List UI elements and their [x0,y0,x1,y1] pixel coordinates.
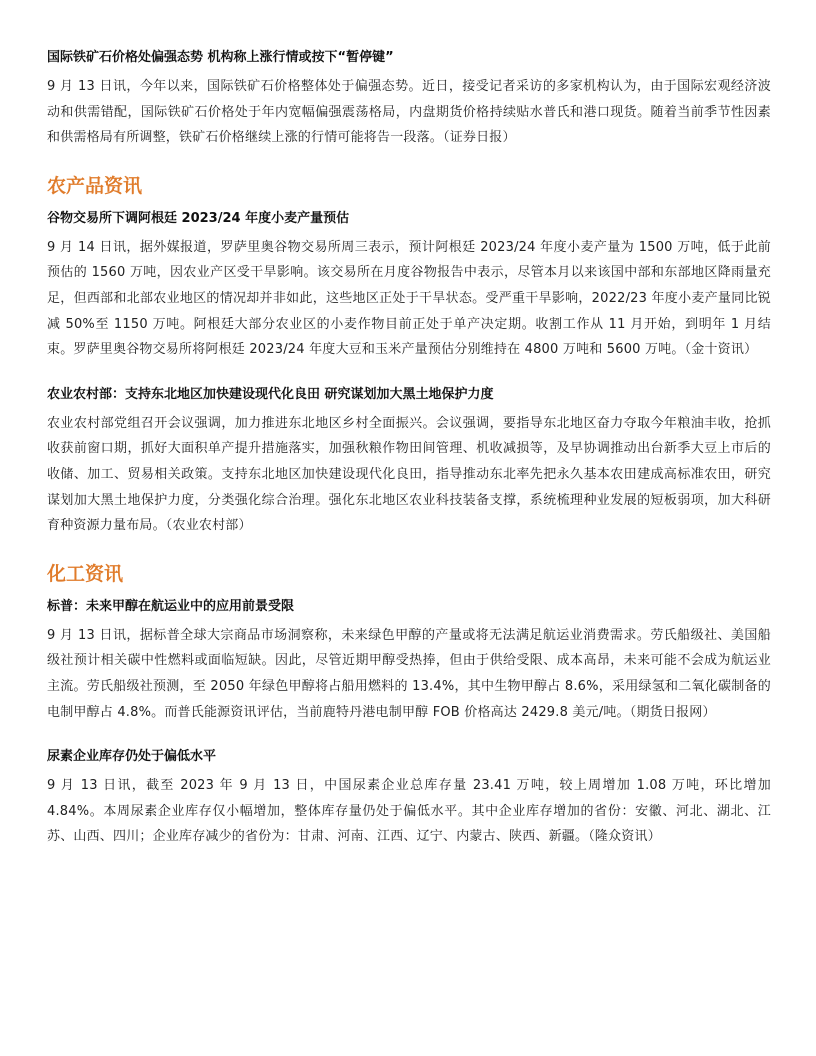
article-title: 国际铁矿石价格处偏强态势 机构称上涨行情或按下“暂停键” [47,50,394,65]
article-methanol-shipping [47,597,771,725]
section-heading-agriculture: 农产品资讯 [47,174,143,197]
section-heading-chemicals: 化工资讯 [47,562,124,585]
article-body: 农业农村部党组召开会议强调，加力推进东北地区乡村全面振兴。会议强调，要指导东北地区奋力夺取今年粮油丰收，抢抓收获前窗口期，抓好大面积单产提升措施落实，加强秋粮作物田间管理、机收减损等，及早协调推动出台新季大豆上市后的收储、加工、贸易相关政策。支持东北地区加快建设现代化良田，指导推动东北率先把永久基本农田建成高标准农田，研究谋划加大黑土地保护力度，分类强化综合治理。强化东北地区农业科技装备支撑，系统梳理种业发展的短板弱项，加大科研育种资源力量布局。（农业农村部） [47,415,771,534]
article-title: 标普：未来甲醇在航运业中的应用前景受限 [47,598,295,614]
article-title: 谷物交易所下调阿根廷 2023/24 年度小麦产量预估 [47,210,350,226]
article-body: 9 月 13 日讯，今年以来，国际铁矿石价格整体处于偏强态势。近日，接受记者采访的多家机构认为，由于国际宏观经济波动和供需错配，国际铁矿石价格处于年内宽幅偏强震荡格局，内盘期货价格持续贴水普氏和港口现货。随着当前季节性因素和供需格局有所调整，铁矿石价格继续上涨的行情可能将告一段落。（证券日报） [47,79,771,146]
article-body: 9 月 13 日讯，截至 2023 年 9 月 13 日，中国尿素企业总库存量 23.41 万吨，较上周增加 1.08 万吨，环比增加 4.84%。本周尿素企业库存仅小幅增加，整体库存量仍处于偏低水平。其中企业库存增加的省份：安徽、河北、湖北、江苏、山西、四川；企业库存减少的省份为：甘肃、河南、江西、辽宁、内蒙古、陕西、新疆。（隆众资讯） [47,778,771,845]
document-page [47,48,771,868]
article-body: 9 月 13 日讯，据标普全球大宗商品市场洞察称，未来绿色甲醇的产量或将无法满足航运业消费需求。劳氏船级社、美国船级社预计相关碳中性燃料或面临短缺。因此，尽管近期甲醇受热捧，但由于供给受限、成本高昂，未来可能不会成为航运业主流。劳氏船级社预测，至 2050 年绿色甲醇将占船用燃料的 13.4%，其中生物甲醇占 8.6%，采用绿氢和二氧化碳制备的电制甲醇占 4.8%。而普氏能源资讯评估，当前鹿特丹港电制甲醇 FOB 价格高达 2429.8 美元/吨。（期货日报网） [47,627,771,720]
article-title: 农业农村部：支持东北地区加快建设现代化良田 研究谋划加大黑土地保护力度 [47,386,494,402]
article-urea-inventory [47,747,771,850]
article-title: 尿素企业库存仍处于偏低水平 [47,749,217,765]
article-northeast-farmland [47,385,771,539]
article-body: 9 月 14 日讯，据外媒报道，罗萨里奥谷物交易所周三表示，预计阿根廷 2023/24 年度小麦产量为 1500 万吨，低于此前预估的 1560 万吨，因农业产区受干旱影响。该交易所在月度谷物报告中表示，尽管本月以来该国中部和东部地区降雨量充足，但西部和北部农业地区的情况却并非如此，这些地区正处于干旱状态。受严重干旱影响，2022/23 年度小麦产量同比锐减 50%至 1150 万吨。阿根廷大部分农业区的小麦作物目前正处于单产决定期。收割工作从 11 月开始，到明年 1 月结束。罗萨里奥谷物交易所将阿根廷 2023/24 年度大豆和玉米产量预估分别维持在 4800 万吨和 5600 万吨。（金十资讯） [47,239,771,358]
article-argentina-wheat [47,209,771,363]
article-iron-ore [47,48,771,151]
